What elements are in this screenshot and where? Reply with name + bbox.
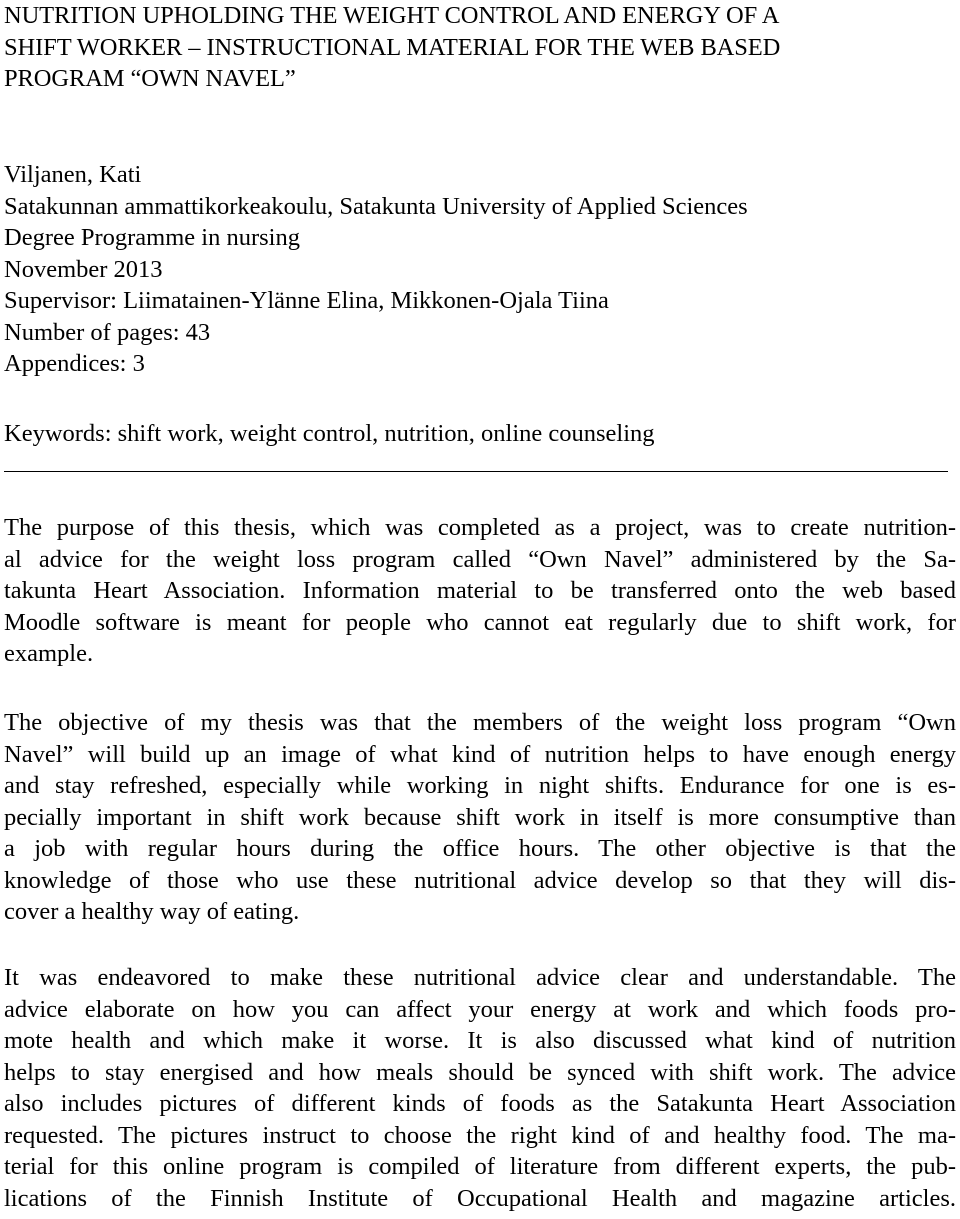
degree-programme: Degree Programme in nursing xyxy=(4,224,300,251)
paragraph-line: and stay refreshed, especially while working in night shifts. Endurance for one is es- xyxy=(4,772,956,799)
title-line-3: PROGRAM “OWN NAVEL” xyxy=(4,65,296,92)
paragraph-line: mote health and which make it worse. It is also discussed what kind of nutrition xyxy=(4,1027,956,1054)
abstract-paragraph-1 xyxy=(4,512,956,670)
paragraph-line: The objective of my thesis was that the members of the weight loss program “Own xyxy=(4,709,956,736)
paragraph-line: terial for this online program is compiled of literature from different experts, the pub- xyxy=(4,1153,956,1180)
supervisor: Supervisor: Liimatainen-Ylänne Elina, Mikkonen-Ojala Tiina xyxy=(4,287,609,314)
date: November 2013 xyxy=(4,255,163,283)
appendices: Appendices: 3 xyxy=(4,350,145,377)
paragraph-line: It was endeavored to make these nutritional advice clear and understandable. The xyxy=(4,964,956,991)
paragraph-line: also includes pictures of different kinds of foods as the Satakunta Heart Association xyxy=(4,1090,956,1117)
keywords-line: Keywords: shift work, weight control, nutrition, online counseling xyxy=(4,420,655,447)
paragraph-line: example. xyxy=(4,640,94,667)
abstract-paragraph-2 xyxy=(4,707,956,928)
paragraph-line: helps to stay energised and how meals should be synced with shift work. The advice xyxy=(4,1058,956,1086)
title-line-2: SHIFT WORKER – INSTRUCTIONAL MATERIAL FOR THE WEB BASED xyxy=(4,33,781,61)
paragraph-line: requested. The pictures instruct to choose the right kind of and healthy food. The ma- xyxy=(4,1121,956,1149)
author: Viljanen, Kati xyxy=(4,161,142,188)
thesis-title xyxy=(4,0,780,95)
paragraph-line: advice elaborate on how you can affect your energy at work and which foods pro- xyxy=(4,995,956,1023)
paragraph-line: takunta Heart Association. Information material to be transferred onto the web based xyxy=(4,577,956,604)
paragraph-line: a job with regular hours during the office hours. The other objective is that the xyxy=(4,835,956,862)
separator-rule xyxy=(4,471,948,472)
paragraph-line: pecially important in shift work because shift work in itself is more consumptive than xyxy=(4,803,956,831)
page-count: Number of pages: 43 xyxy=(4,318,211,346)
thesis-metadata xyxy=(4,159,748,380)
paragraph-line: Moodle software is meant for people who cannot eat regularly due to shift work, for xyxy=(4,608,956,636)
paragraph-line: knowledge of those who use these nutritional advice develop so that they will dis- xyxy=(4,866,956,894)
title-line-1: NUTRITION UPHOLDING THE WEIGHT CONTROL AND ENERGY OF A xyxy=(4,2,780,29)
keywords xyxy=(4,418,655,450)
paragraph-line: lications of the Finnish Institute of Occupational Health and magazine articles. xyxy=(4,1184,956,1212)
paragraph-line: The purpose of this thesis, which was completed as a project, was to create nutrition- xyxy=(4,514,956,541)
paragraph-line: Navel” will build up an image of what kind of nutrition helps to have enough energy xyxy=(4,740,956,768)
paragraph-line: cover a healthy way of eating. xyxy=(4,898,300,925)
school: Satakunnan ammattikorkeakoulu, Satakunta University of Applied Sciences xyxy=(4,192,748,220)
abstract-paragraph-3 xyxy=(4,962,956,1214)
paragraph-line: al advice for the weight loss program called “Own Navel” administered by the Sa- xyxy=(4,545,956,573)
